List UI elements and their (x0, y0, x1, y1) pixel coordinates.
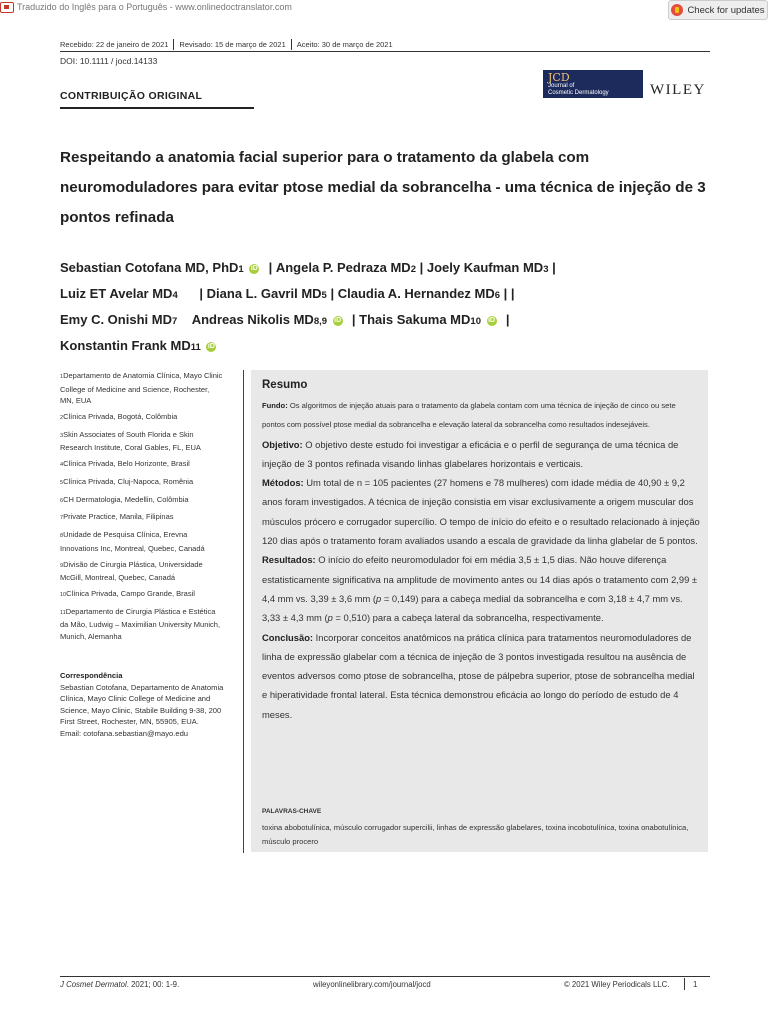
author-sup: 3 (543, 264, 549, 275)
article-title: Respeitando a anatomia facial superior para o tratamento da glabela com neuromoduladores para evitar ptose medial da sobrancelha - uma técnica de injeção de 3 pontos refinada (60, 149, 706, 226)
author-sup: 2 (410, 264, 416, 275)
abstract-conclusion: Conclusão: Incorporar conceitos anatômicos na prática clínica para tratamentos neuromoduladores de linha de expressão glabelar com a técnica de injeção de 3 pontos investigada resultou na ausência de eventos adversos como ptose de sobrancelha, ptose de pálpebra superior, ptose de sobrancelha medial e hiperatividade frontal lateral. Esta técnica demonstrou eficácia ao longo do período de estudo de 4 meses. (262, 631, 695, 720)
correspondence (60, 670, 230, 740)
check-for-updates-label: Check for updates (687, 4, 765, 16)
abstract-objective: Objetivo: O objetivo deste estudo foi investigar a eficácia e o perfil de segurança de uma técnica de injeção de 3 pontos refinada visando linhas glabelares horizontais e verticais. (262, 438, 679, 469)
section-rule (60, 107, 254, 109)
publisher-logo[interactable]: WILEY (650, 82, 706, 98)
author-list: Sebastian Cotofana MD, PhD1 iD | Angela P. Pedraza MD2 | Joely Kaufman MD3 | Luiz ET Avelar MD4 | Diana L. Gavril MD5 | Claudia A. Hernandez MD6 | | Emy C. Onishi MD7 Andreas Nikolis MD8,9 iD | Thais Sakuma MD10 iD | Konstantin Frank MD11 iD (60, 260, 556, 353)
author-sup: 4 (172, 290, 178, 301)
abstract-results: Resultados: O início do efeito neuromodulador foi em média 3,5 ± 1,5 dias. Não houve diferença estatisticamente significativa na amplitude de movimento antes ou 14 dias após o tratamento com 2,99 ± 4,4 mm vs. 3,39 ± 3,6 mm (p = 0,149) para a cabeça medial da sobrancelha e com 3,18 ± 4,7 mm vs. 3,33 ± 4,3 mm (p = 0,510) para a cabeça lateral da sobrancelha, respectivamente. (262, 554, 698, 624)
header-rule (60, 51, 710, 52)
orcid-icon[interactable]: iD (250, 264, 258, 272)
publication-dates (60, 39, 393, 50)
journal-logo-line2: Cosmetic Dermatology (548, 90, 609, 96)
author-name[interactable]: Konstantin Frank MD (60, 338, 191, 353)
affiliation-item: 10Clínica Privada, Campo Grande, Brasil (60, 589, 195, 598)
section-label: CONTRIBUIÇÃO ORIGINAL (60, 90, 203, 102)
author-name[interactable]: Luiz ET Avelar MD (60, 286, 173, 301)
journal-abbr: JCD (548, 71, 570, 84)
journal-logo[interactable] (543, 70, 643, 98)
affiliation-item: 3Skin Associates of South Florida e Skin Research Institute, Coral Gables, FL, EUA (60, 429, 201, 453)
journal-logo-line1: Journal of (548, 83, 575, 89)
revised-date: Revisado: 15 de março de 2021 (179, 40, 286, 49)
abstract-box (251, 370, 708, 852)
check-for-updates-button[interactable] (668, 0, 768, 20)
author-name[interactable]: Joely Kaufman MD (426, 260, 544, 275)
doi[interactable]: DOI: 10.1111 / jocd.14133 (60, 56, 158, 66)
orcid-icon[interactable]: iD (488, 316, 496, 324)
affiliation-item: 5Clínica Privada, Cluj-Napoca, Romênia (60, 476, 194, 486)
author-name[interactable]: Angela P. Pedraza MD (275, 260, 411, 275)
orcid-icon[interactable]: iD (207, 342, 215, 350)
author-name[interactable]: Thais Sakuma MD (359, 312, 471, 327)
affiliations (60, 370, 225, 647)
author-name[interactable]: Claudia A. Hernandez MD (337, 286, 495, 301)
abstract-background: Fundo: Os algoritmos de injeção atuais para o tratamento da glabela contam com uma técnica de injeção de cinco ou sete pontos com possível ptose medial da sobrancelha e elevação lateral da sobrancelha como resultados indesejáveis. (262, 401, 676, 430)
translator-banner[interactable] (0, 0, 292, 14)
orcid-icon[interactable]: iD (334, 316, 342, 324)
affiliation-item: 2Clínica Privada, Bogotá, Colômbia (60, 411, 178, 421)
footer-site-link[interactable]: wileyonlinelibrary.com/journal/jocd (313, 980, 431, 989)
accepted-date: Aceito: 30 de março de 2021 (296, 40, 393, 49)
author-sup: 5 (321, 290, 327, 301)
keywords: toxina abobotulínica, músculo corrugador supercilii, linhas de expressão glabelares, toxina incobotulínica, toxina onabotulínica, músculo procero (262, 823, 689, 846)
author-sup: 7 (171, 316, 178, 327)
translate-icon (0, 2, 14, 13)
received-date: Recebido: 22 de janeiro de 2021 (60, 40, 169, 49)
author-sup: 6 (494, 290, 500, 301)
correspondence-email[interactable]: Email: cotofana.sebastian@mayo.edu (60, 728, 189, 738)
correspondence-address: Sebastian Cotofana, Departamento de Anatomia Clínica, Mayo Clinic College of Medicine and Science, Mayo Clinic, Stabile Building 9-38, 200 First Street, Rochester, MN, 55905, EUA. (60, 682, 224, 727)
author-name[interactable]: Andreas Nikolis MD (191, 312, 314, 327)
affiliation-item: 9Divisão de Cirurgia Plástica, Universidade McGill, Montreal, Quebec, Canadá (60, 559, 203, 583)
author-sup: 8,9 (313, 316, 328, 327)
footer-copyright: © 2021 Wiley Periodicals LLC. (564, 980, 670, 989)
author-sup: 11 (190, 342, 201, 353)
author-name[interactable]: Diana L. Gavril MD (206, 286, 322, 301)
translator-banner-text[interactable]: Traduzido do Inglês para o Português - www.onlinedoctranslator.com (17, 2, 292, 12)
author-sup: 1 (238, 264, 244, 275)
correspondence-heading: Correspondência (60, 671, 123, 680)
date-divider (291, 39, 292, 50)
page-number: 1 (693, 980, 698, 989)
author-name[interactable]: Emy C. Onishi MD (60, 312, 172, 327)
affiliation-item: 8Unidade de Pesquisa Clínica, Erevna Innovations Inc, Montreal, Quebec, Canadá (60, 530, 205, 553)
author-name[interactable]: Sebastian Cotofana MD, PhD (60, 260, 239, 275)
date-divider (173, 39, 174, 50)
affiliation-item: 7Private Practice, Manila, Filipinas (60, 512, 174, 522)
footer-rule (60, 976, 710, 977)
author-sup: 10 (470, 316, 481, 327)
crossmark-icon (671, 4, 683, 16)
affiliation-item: 11Departamento de Cirurgia Plástica e Estética da Mão, Ludwig – Maximilian University Munich, Munich, Alemanha (60, 606, 221, 641)
abstract-methods: Métodos: Um total de n = 105 pacientes (27 homens e 78 mulheres) com idade média de 40,90 ± 9,2 anos foram investigados. A técnica de injeção consistia em visar exclusivamente a origem muscular dos músculos prócero e corrugador supercílio. O tempo de início do efeito e o resultado relacionado à injeção 120 dias após o tratamento foram avaliados usando a escala de gravidade da linha glabelar de 5 pontos. (262, 477, 700, 547)
column-divider (243, 370, 244, 853)
keywords-heading: PALAVRAS-CHAVE (262, 808, 322, 815)
footer-citation: J Cosmet Dermatol. 2021; 00: 1-9. (60, 980, 180, 989)
affiliation-item: 4Clínica Privada, Belo Horizonte, Brasil (60, 459, 190, 469)
abstract-heading: Resumo (262, 379, 308, 391)
affiliation-item: 1Departamento de Anatomia Clínica, Mayo Clinic College of Medicine and Science, Rochester, MN, EUA (60, 371, 223, 406)
affiliation-item: 6CH Dermatologia, Medellin, Colômbia (60, 494, 189, 504)
page-number-divider (684, 978, 685, 990)
